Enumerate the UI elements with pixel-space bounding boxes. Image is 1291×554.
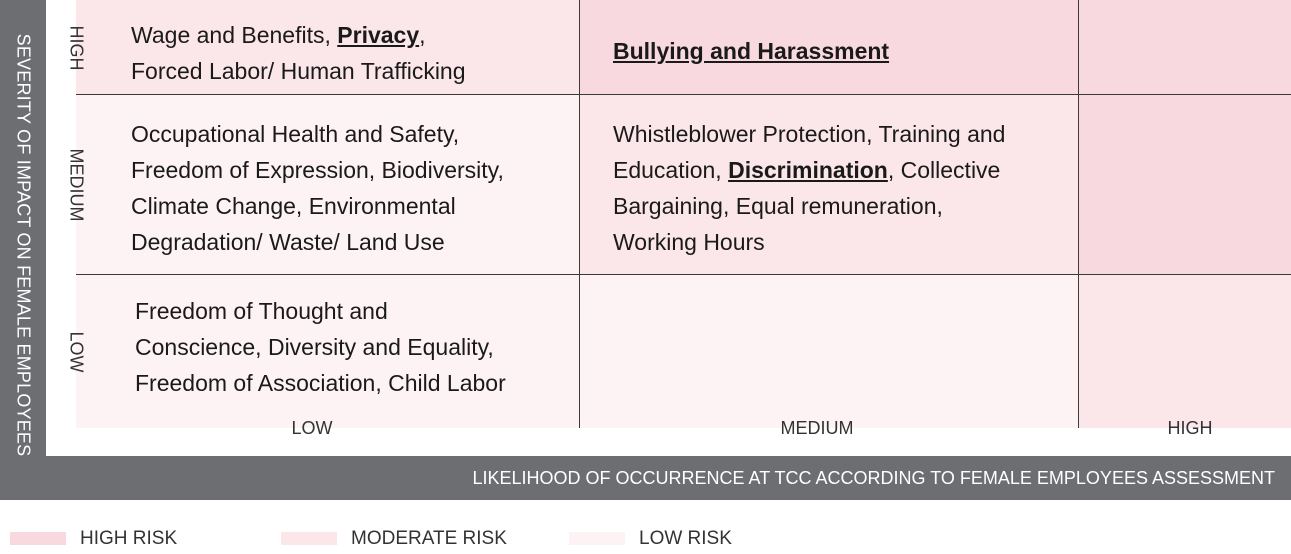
cell-text-high-medium: [613, 33, 889, 69]
x-axis-band: [46, 456, 1291, 500]
col-divider-low-medium: [579, 0, 580, 428]
legend-swatch-moderate: [281, 532, 337, 545]
cell-text-low-low: Freedom of Thought and Conscience, Diversity and Equality, Freedom of Association, Child Labor: [135, 298, 506, 396]
discrimination-highlight: Discrimination: [728, 157, 888, 183]
privacy-highlight: Privacy: [337, 22, 420, 48]
col-label-medium: MEDIUM: [780, 418, 854, 438]
bullying-harassment-highlight: Bullying and Harassment: [613, 38, 890, 64]
cell-text-high-low: Wage and Benefits, Privacy, Forced Labor/ Human Trafficking: [131, 22, 466, 84]
cell-medium-severity-high-likelihood: [1079, 95, 1291, 275]
row-label-high: HIGH: [66, 25, 87, 70]
legend-label: LOW RISK: [639, 528, 732, 549]
row-divider-medium-low: [76, 274, 1291, 275]
legend-swatch-low: [569, 532, 625, 545]
cell-text-medium-medium: Whistleblower Protection, Training and Education, Discrimination, Collective Bargaining, Equal remuneration, Working Hours: [613, 121, 1006, 255]
row-label-low: LOW: [66, 330, 87, 373]
y-axis-title: SEVERITY OF IMPACT ON FEMALE EMPLOYEES: [13, 33, 34, 457]
col-divider-medium-high: [1078, 0, 1079, 428]
col-label-low: LOW: [291, 418, 333, 438]
x-axis-title: LIKELIHOOD OF OCCURRENCE AT TCC ACCORDING TO FEMALE EMPLOYEES ASSESSMENT: [472, 468, 1275, 488]
cell-low-severity-medium-likelihood: [579, 275, 1079, 428]
row-label-medium: MEDIUM: [66, 148, 87, 222]
cell-text-medium-low: Occupational Health and Safety, Freedom of Expression, Biodiversity, Climate Change, Environmental Degradation/ Waste/ Land Use: [131, 121, 504, 255]
y-axis-band: [0, 0, 46, 500]
row-divider-high-medium: [76, 94, 1291, 95]
cell-low-severity-high-likelihood: [1079, 275, 1291, 428]
legend-swatch-high: [10, 532, 66, 545]
col-label-high: HIGH: [1167, 418, 1213, 438]
legend-label: HIGH RISK: [80, 528, 178, 549]
cell-high-severity-high-likelihood: [1079, 0, 1291, 95]
legend-label: MODERATE RISK: [351, 528, 507, 549]
